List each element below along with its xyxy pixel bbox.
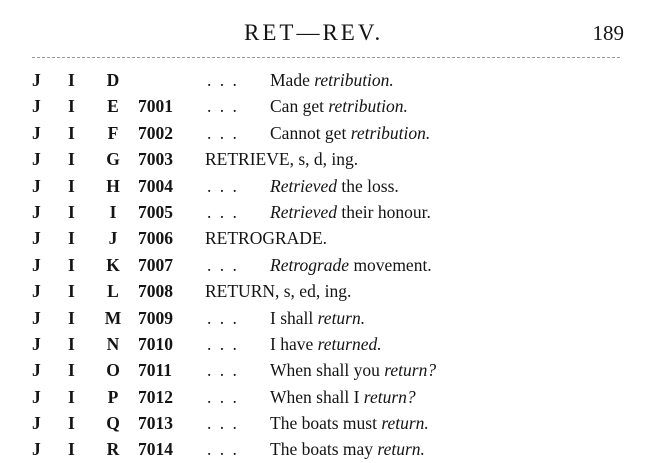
phrase-text-italic: Retrieved [270, 175, 338, 196]
code-number: 7005 [138, 201, 173, 222]
phrase-text-italic: return. [377, 439, 425, 460]
code-letter-2: I [68, 201, 75, 222]
leader-dots: . . . [207, 307, 239, 328]
code-letter-3: F [107, 122, 119, 143]
code-letter-2: I [68, 70, 75, 90]
code-letter-2: I [68, 413, 75, 434]
code-number: 7010 [138, 333, 173, 354]
code-letter-3: K [106, 254, 120, 275]
phrase-text-before: RETURN, s, ed, ing. [205, 281, 352, 302]
table-row [0, 252, 651, 278]
leader-dots: . . . [207, 175, 239, 196]
phrase-text-italic: retribution. [350, 122, 431, 143]
code-number: 7014 [138, 439, 173, 460]
code-number: 7007 [138, 254, 173, 275]
phrase-text-after: the loss. [337, 175, 399, 196]
entry-heading [205, 278, 351, 304]
code-number: 7006 [138, 228, 173, 249]
code-letter-2: I [68, 439, 75, 460]
code-number: 7011 [138, 360, 173, 381]
phrase-text-italic: Retrograde [270, 254, 350, 275]
leader-dots: . . . [207, 333, 239, 354]
code-letter-1: J [32, 307, 41, 328]
entry-phrase [270, 120, 430, 146]
table-row [0, 410, 651, 436]
code-letter-2: I [68, 228, 75, 249]
code-letter-1: J [32, 201, 41, 222]
phrase-text-before: When shall I [270, 386, 364, 407]
phrase-text-italic: retribution. [328, 96, 408, 117]
code-letter-3: O [106, 360, 120, 381]
code-letter-3: G [106, 149, 120, 170]
table-row [0, 436, 651, 462]
code-letter-1: J [32, 386, 41, 407]
code-letter-3: M [104, 307, 122, 328]
page-header [0, 18, 651, 48]
entry-phrase [270, 252, 432, 278]
code-letter-3: E [107, 96, 119, 117]
code-letter-3: Q [106, 413, 120, 434]
phrase-text-before: Made [270, 70, 315, 90]
code-letter-3: J [108, 228, 118, 249]
phrase-text-before: RETROGRADE. [205, 228, 328, 249]
entry-phrase [270, 67, 394, 93]
phrase-text-italic: retribution. [314, 70, 394, 90]
phrase-text-italic: Retrieved [270, 201, 338, 222]
code-number: 7013 [138, 413, 173, 434]
entry-phrase [270, 305, 365, 331]
entry-phrase [270, 357, 436, 383]
running-title: RET—REV. [244, 20, 384, 45]
code-number: 7009 [138, 307, 173, 328]
table-row [0, 173, 651, 199]
code-letter-1: J [32, 149, 41, 170]
entry-phrase [270, 331, 382, 357]
leader-dots: . . . [207, 413, 239, 434]
phrase-text-italic: return. [317, 307, 366, 328]
code-letter-3: R [106, 439, 120, 460]
table-row [0, 384, 651, 410]
leader-dots: . . . [207, 201, 239, 222]
phrase-text-italic: return? [384, 360, 437, 381]
entry-heading [205, 146, 358, 172]
code-number: 7004 [138, 175, 173, 196]
code-letter-3: P [107, 386, 119, 407]
code-letter-1: J [32, 281, 41, 302]
code-letter-1: J [32, 70, 41, 90]
code-letter-2: I [68, 307, 75, 328]
code-letter-2: I [68, 360, 75, 381]
table-row [0, 357, 651, 383]
code-number: 7008 [138, 281, 173, 302]
phrase-text-italic: return? [363, 386, 416, 407]
phrase-text-before: The boats may [270, 439, 378, 460]
code-letter-2: I [68, 149, 75, 170]
code-letter-2: I [68, 122, 75, 143]
code-letter-1: J [32, 175, 41, 196]
entry-phrase [270, 173, 399, 199]
phrase-text-before: I shall [270, 307, 318, 328]
signal-code-list [0, 67, 651, 463]
code-letter-1: J [32, 439, 41, 460]
leader-dots: . . . [207, 122, 239, 143]
phrase-text-after: their honour. [337, 201, 431, 222]
code-letter-3: L [107, 281, 119, 302]
code-letter-1: J [32, 254, 41, 275]
table-row [0, 331, 651, 357]
code-letter-1: J [32, 413, 41, 434]
table-row [0, 305, 651, 331]
entry-phrase [270, 436, 425, 462]
phrase-text-before: When shall you [270, 360, 385, 381]
page-number: 189 [592, 21, 624, 45]
table-row [0, 146, 651, 172]
entry-phrase [270, 410, 429, 436]
table-row [0, 120, 651, 146]
leader-dots: . . . [207, 386, 239, 407]
table-row [0, 278, 651, 304]
code-number: 7002 [138, 122, 173, 143]
leader-dots: . . . [207, 96, 239, 117]
phrase-text-after: movement. [349, 254, 432, 275]
table-row [0, 67, 651, 93]
code-number: 7012 [138, 386, 173, 407]
code-number: 7003 [138, 149, 173, 170]
code-number: 7001 [138, 96, 173, 117]
entry-phrase [270, 93, 408, 119]
code-letter-3: N [106, 333, 120, 354]
table-row [0, 225, 651, 251]
code-letter-1: J [32, 360, 41, 381]
code-letter-1: J [32, 122, 41, 143]
leader-dots: . . . [207, 254, 239, 275]
phrase-text-before: RETRIEVE, s, d, ing. [205, 149, 359, 170]
code-letter-1: J [32, 96, 41, 117]
header-divider [32, 57, 620, 58]
code-letter-2: I [68, 96, 75, 117]
code-letter-2: I [68, 281, 75, 302]
entry-phrase [270, 384, 416, 410]
leader-dots: . . . [207, 439, 239, 460]
code-letter-2: I [68, 386, 75, 407]
code-letter-3: I [109, 201, 117, 222]
entry-heading [205, 225, 327, 251]
table-row [0, 93, 651, 119]
code-letter-1: J [32, 228, 41, 249]
code-letter-2: I [68, 254, 75, 275]
table-row [0, 199, 651, 225]
phrase-text-italic: returned. [317, 333, 382, 354]
code-letter-2: I [68, 175, 75, 196]
leader-dots: . . . [207, 360, 239, 381]
phrase-text-before: Can get [270, 96, 329, 117]
phrase-text-before: I have [270, 333, 318, 354]
code-letter-3: H [106, 175, 120, 196]
phrase-text-before: The boats must [270, 413, 382, 434]
phrase-text-before: Cannot get [270, 122, 351, 143]
code-letter-1: J [32, 333, 41, 354]
phrase-text-italic: return. [381, 413, 429, 434]
entry-phrase [270, 199, 431, 225]
code-letter-2: I [68, 333, 75, 354]
leader-dots: . . . [207, 70, 239, 90]
code-letter-3: D [106, 70, 120, 90]
